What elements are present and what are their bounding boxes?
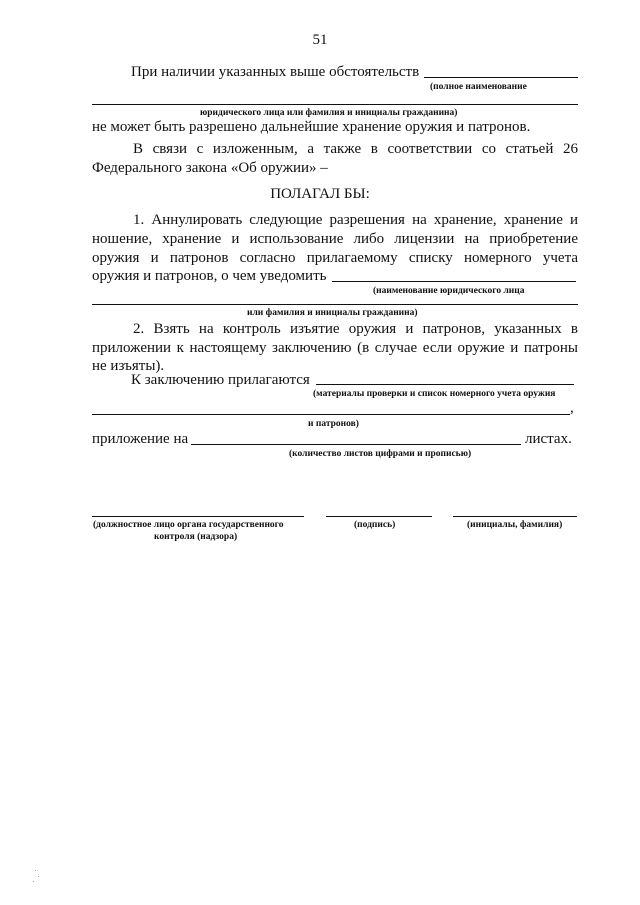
- scan-speck: [38, 876, 39, 877]
- entity-name-caption-2: юридического лица или фамилия и инициалы гражданина): [200, 108, 458, 118]
- scan-speck: [33, 881, 34, 882]
- notify-line-2: [92, 304, 578, 305]
- circumstances-conclusion: не может быть разрешено дальнейшие хранение оружия и патронов.: [92, 119, 531, 135]
- official-signature-line: [92, 516, 304, 517]
- attachments-caption-2: и патронов): [308, 419, 359, 429]
- official-caption-1: (должностное лицо органа государственного: [93, 520, 284, 530]
- attachments-line: [316, 384, 574, 385]
- official-caption-2: контроля (надзора): [154, 532, 238, 542]
- item1-line-3: оружия и патронов согласно прилагаемому списку номерного учета: [92, 250, 578, 266]
- signature-caption: (подпись): [354, 520, 396, 530]
- appendix-tail: листах.: [525, 431, 572, 447]
- entity-name-caption-1: (полное наименование: [430, 82, 527, 92]
- appendix-line: [191, 444, 521, 445]
- appendix-lead: приложение на: [92, 431, 189, 447]
- item2-line-3: не изъяты).: [92, 358, 165, 374]
- item1-line-2: ношение, хранение и использование либо лицензии на приобретение: [92, 231, 578, 247]
- item1-line-1: 1. Аннулировать следующие разрешения на хранение, хранение и: [133, 212, 578, 228]
- item2-line-1: 2. Взять на контроль изъятие оружия и патронов, указанных в: [133, 321, 578, 337]
- entity-name-line: [424, 77, 578, 78]
- attachments-lead: К заключению прилагаются: [131, 372, 310, 388]
- item2-line-2: приложении к настоящему заключению (в случае если оружие и патроны: [92, 340, 578, 356]
- initials-line: [453, 516, 577, 517]
- page-number: 51: [312, 32, 328, 48]
- notify-caption-2: или фамилия и инициалы гражданина): [247, 308, 418, 318]
- attachments-comma: ,: [570, 400, 574, 416]
- initials-caption: (инициалы, фамилия): [467, 520, 563, 530]
- item1-line-4: оружия и патронов, о чем уведомить: [92, 268, 327, 284]
- relation-line-2: Федерального закона «Об оружии» –: [92, 160, 328, 176]
- relation-line-1: В связи с изложенным, а также в соответствии со статьей 26: [133, 141, 578, 157]
- notify-caption-1: (наименование юридического лица: [373, 286, 525, 296]
- scan-speck: [35, 870, 36, 871]
- appendix-caption: (количество листов цифрами и прописью): [289, 449, 472, 459]
- attachments-line-2: [92, 414, 570, 415]
- circumstances-lead: При наличии указанных выше обстоятельств: [131, 64, 420, 80]
- attachments-caption-1: (материалы проверки и список номерного учета оружия: [313, 389, 556, 399]
- entity-name-line-2: [92, 104, 578, 105]
- signature-line: [326, 516, 432, 517]
- notify-line: [332, 281, 576, 282]
- document-heading: ПОЛАГАЛ БЫ:: [270, 186, 370, 202]
